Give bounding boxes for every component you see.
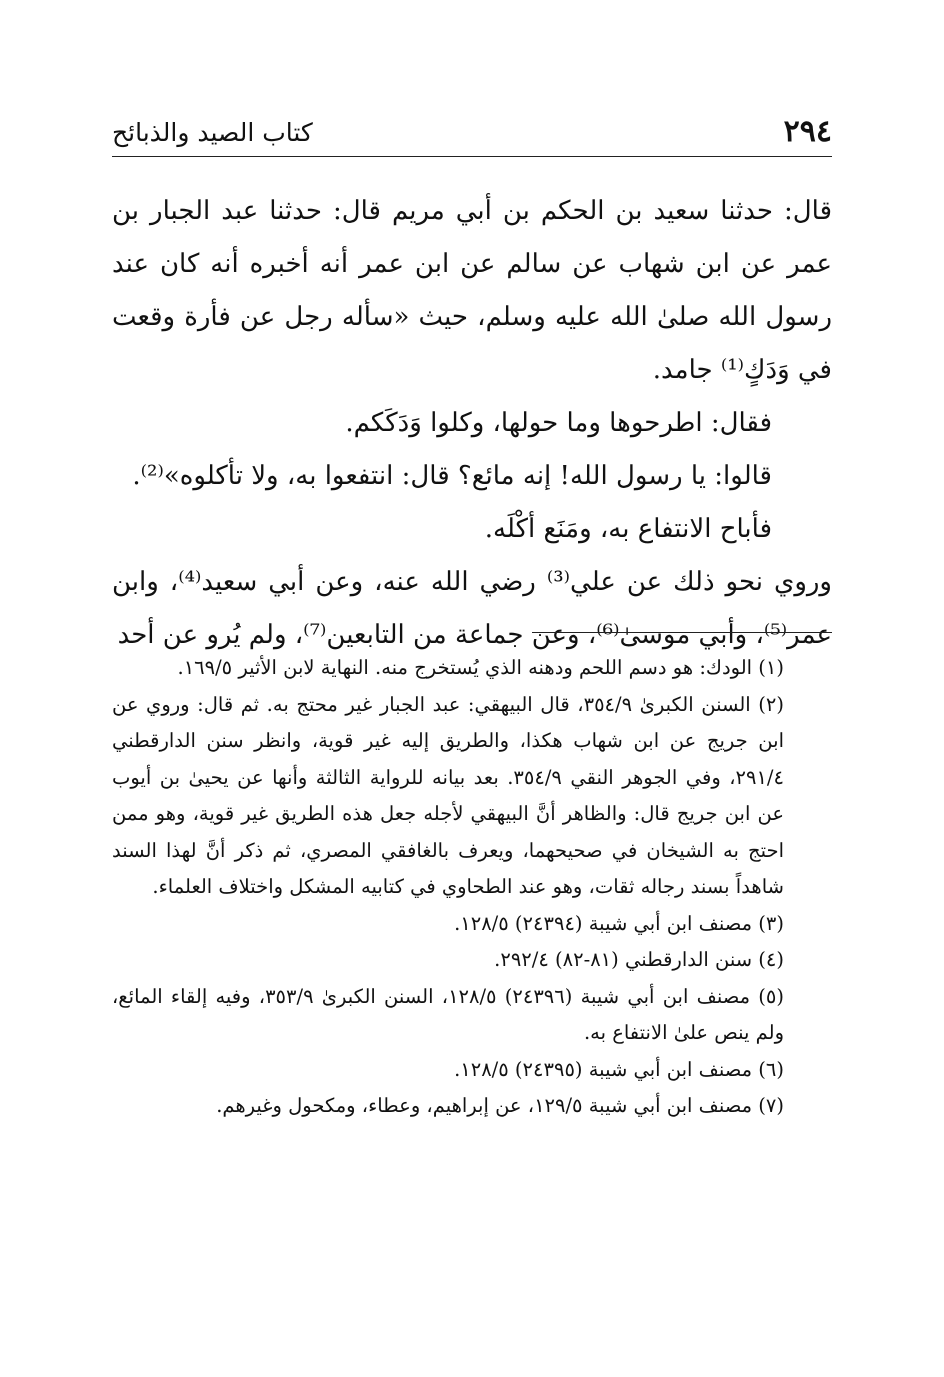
footnotes [112, 650, 832, 1125]
footnote-7: (٧) مصنف ابن أبي شيبة ١٢٩/٥، عن إبراهيم، وعطاء، ومكحول وغيرهم. [216, 1094, 784, 1117]
footnote-3: (٣) مصنف ابن أبي شيبة (٢٤٣٩٤) ١٢٨/٥. [454, 911, 784, 935]
page-header [112, 112, 832, 157]
paragraph-2: فقال: اطرحوها وما حولها، وكلوا وَدَكَكم. [345, 408, 772, 438]
paragraph-4: فأباح الانتفاع به، ومَنَع أكْلَه. [484, 514, 772, 544]
paragraph-5: وروي نحو ذلك عن علي⁽³⁾ رضي الله عنه، وعن أبي سعيد⁽⁴⁾، وابن عمر⁽⁵⁾، وأبي موسىٰ⁽⁶⁾، وعن جماعة من التابعين⁽⁷⁾، ولم يُرو عن أحد [112, 567, 832, 650]
footnote-separator [532, 632, 832, 633]
paragraph-1: قال: حدثنا سعيد بن الحكم بن أبي مريم قال: حدثنا عبد الجبار بن عمر عن ابن شهاب عن سالم عن ابن عمر أنه أخبره أنه كان عند رسول الله صلىٰ الله عليه وسلم، حيث «سأله رجل عن فأرة وقعت في وَدَكٍ⁽¹⁾ جامد. [112, 196, 832, 385]
running-title: كتاب الصيد والذبائح [112, 118, 313, 147]
main-text [112, 185, 832, 662]
footnote-2: (٢) السنن الكبرىٰ ٣٥٤/٩، قال البيهقي: عبد الجبار غير محتج به. ثم قال: وروي عن ابن جريج عن ابن شهاب هكذا، والطريق إليه غير قوية، وانظر سنن الدارقطني ٢٩١/٤، وفي الجوهر النقي ٣٥٤/٩. بعد بيانه للرواية الثالثة وأنها عن يحيىٰ بن أيوب عن ابن جريج قال: والظاهر أنَّ البيهقي لأجله جعل هذه الطريق غير قوية، وهو ممن احتج به الشيخان في صحيحهما، ويعرف بالغافقي المصري، ثم ذكر أنَّ لهذا السند شاهداً بسند رجاله ثقات، وهو عند الطحاوي في كتابيه المشكل واختلاف العلماء. [112, 692, 784, 898]
page-number: ٢٩٤ [783, 114, 832, 149]
footnote-4: (٤) سنن الدارقطني (٨١-٨٢) ٢٩٢/٤. [494, 948, 784, 971]
paragraph-3: قالوا: يا رسول الله! إنه مائع؟ قال: انتفعوا به، ولا تأكلوه»⁽²⁾. [132, 461, 772, 491]
footnote-1: (١) الودك: هو دسم اللحم ودهنه الذي يُستخرج منه. النهاية لابن الأثير ١٦٩/٥. [177, 656, 784, 679]
footnote-6: (٦) مصنف ابن أبي شيبة (٢٤٣٩٥) ١٢٨/٥. [454, 1057, 784, 1081]
footnote-5: (٥) مصنف ابن أبي شيبة (٢٤٣٩٦) ١٢٨/٥، السنن الكبرىٰ ٣٥٣/٩، وفيه إلقاء المائع، ولم ينص علىٰ الانتفاع به. [112, 984, 784, 1044]
